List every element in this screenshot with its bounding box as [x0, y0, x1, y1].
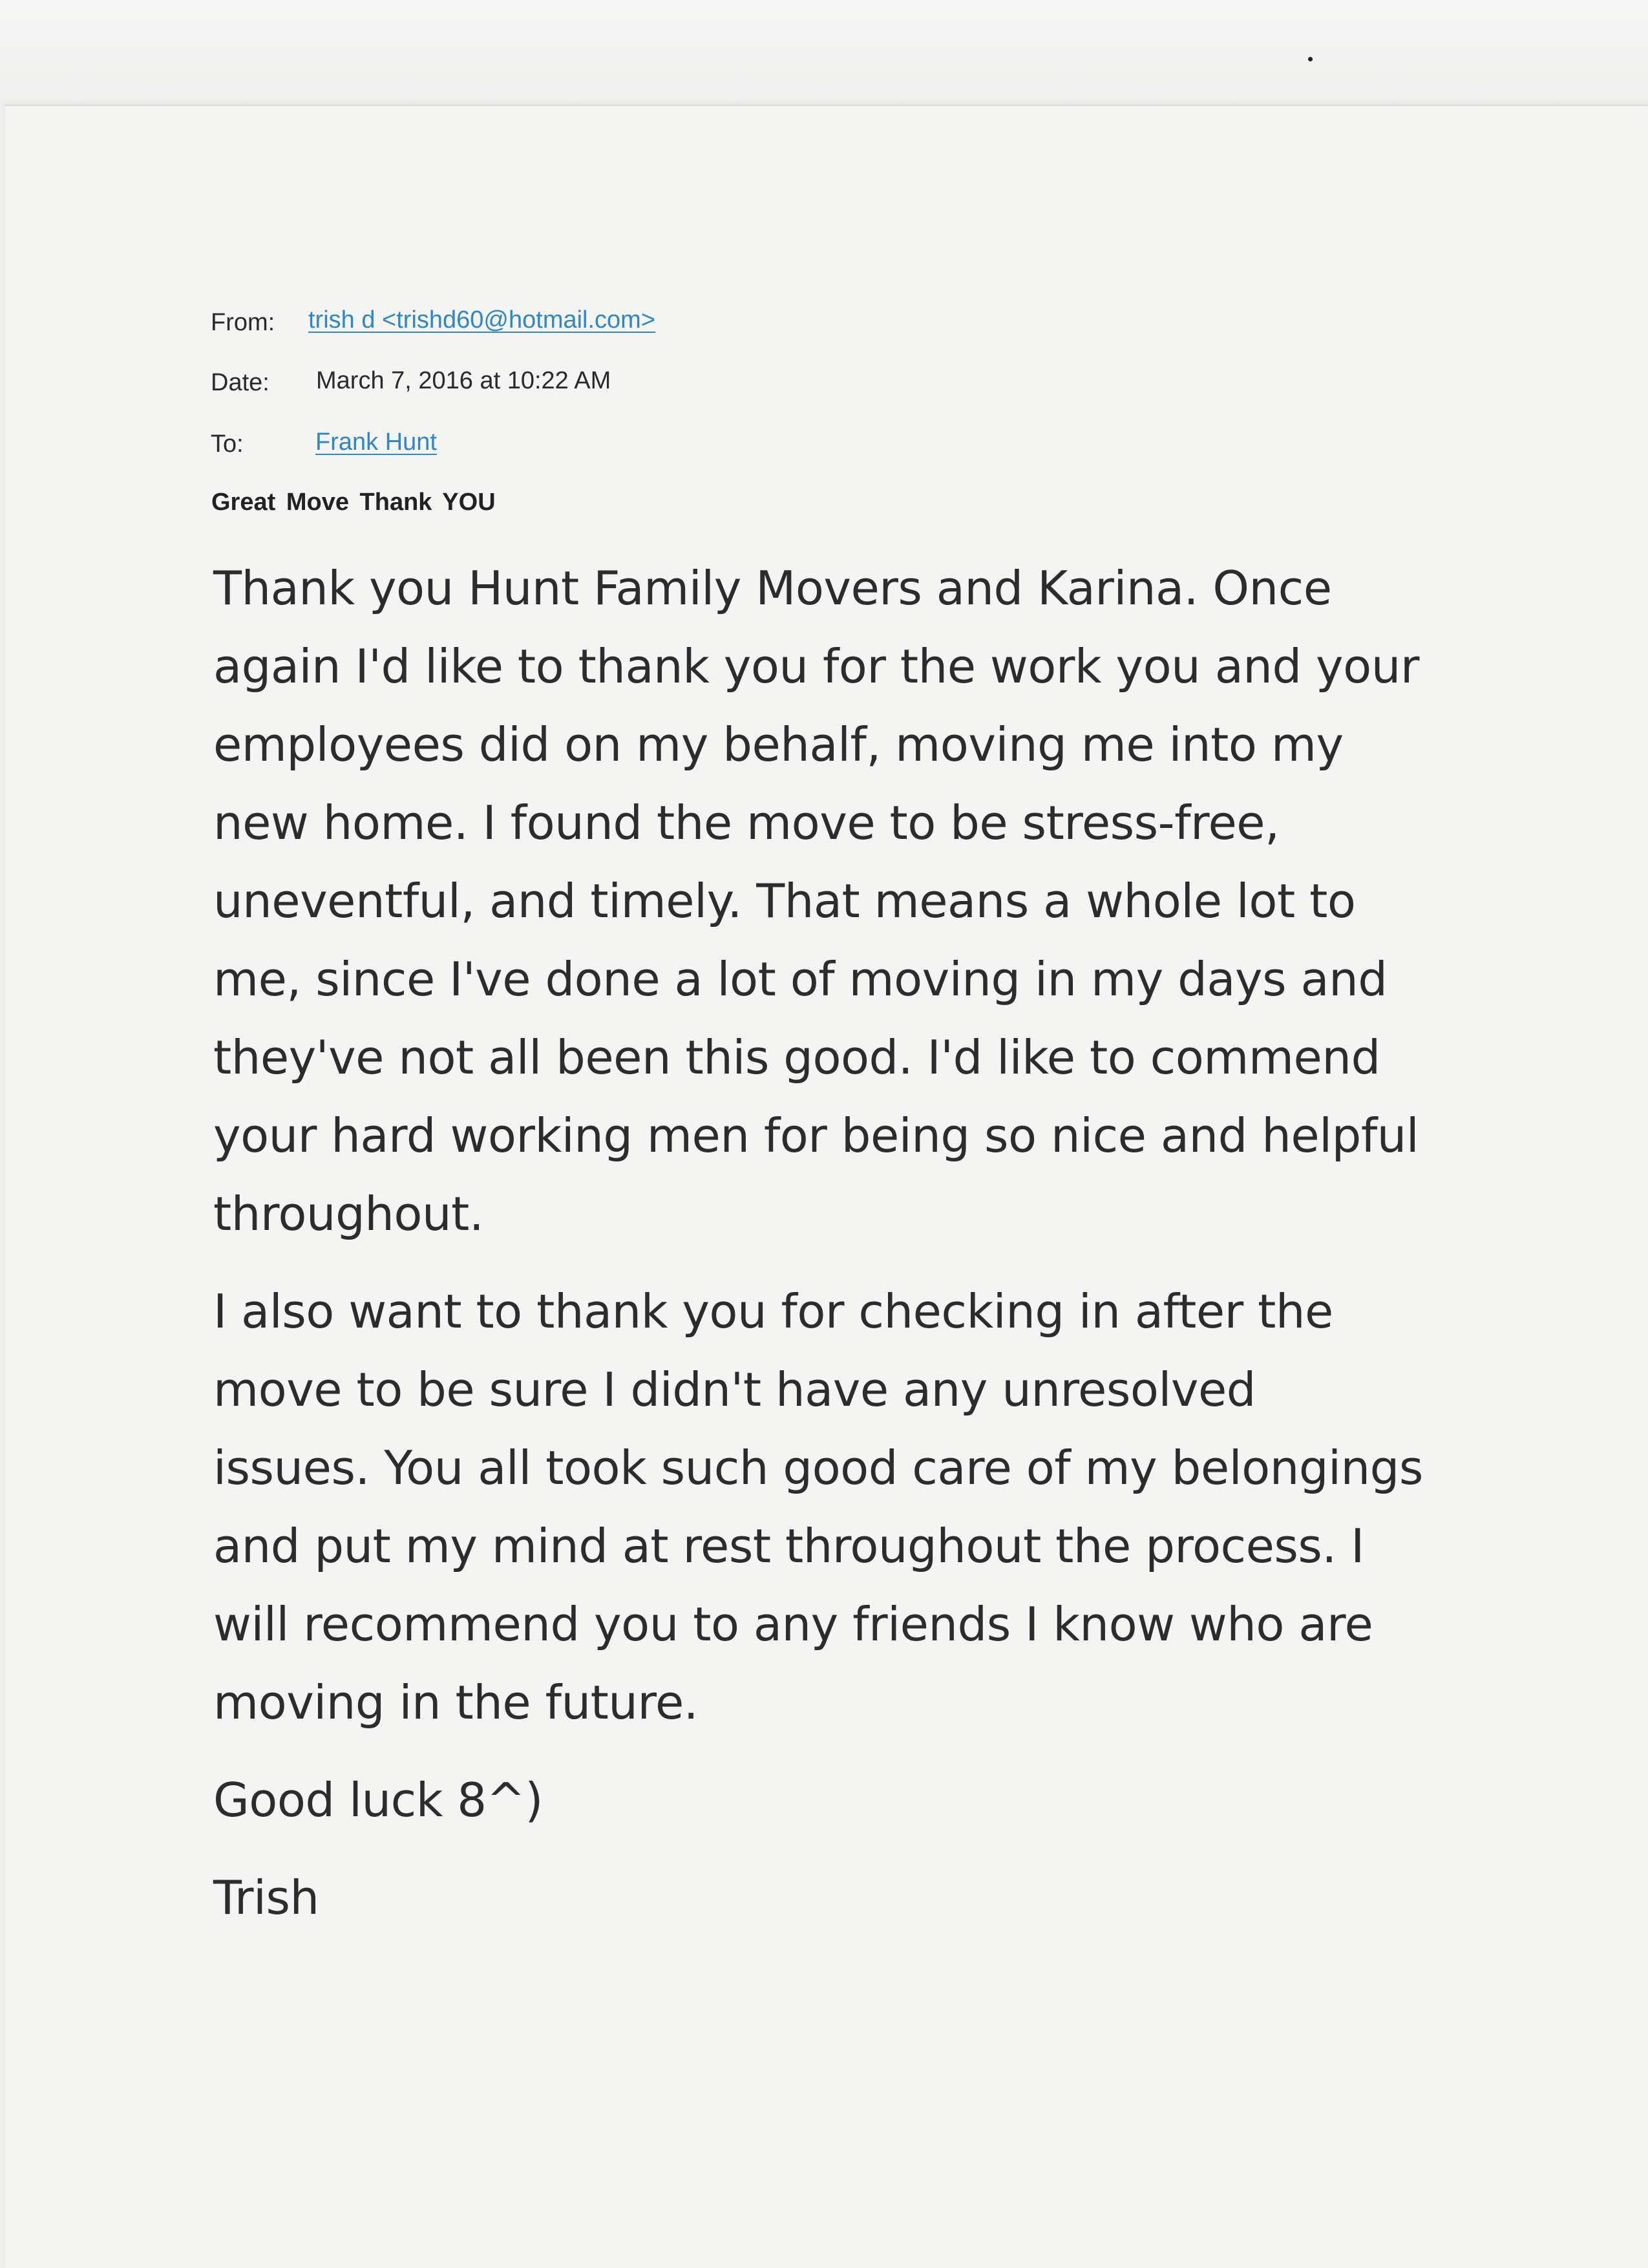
- scan-speck: [1308, 57, 1313, 61]
- email-subject: Great Move Thank YOU: [211, 489, 496, 516]
- to-label: To:: [211, 430, 244, 458]
- signature: Trish: [213, 1871, 319, 1925]
- date-label: Date:: [211, 369, 269, 396]
- from-label: From:: [211, 309, 275, 336]
- closing-line: Good luck 8^): [213, 1773, 544, 1827]
- body-paragraph-1: Thank you Hunt Family Movers and Karina. Once again I'd like to thank you for the work you and your employees did on my behalf, moving me into my new home. I found the move to be stress-free, uneventful, and timely. That means a whole lot to me, since I've done a lot of moving in my days and they've not all been this good. I'd like to commend your hard working men for being so nice and helpful throughout.: [213, 561, 1419, 1241]
- date-value: March 7, 2016 at 10:22 AM: [316, 367, 611, 394]
- email-body: [213, 549, 1506, 1956]
- scan-top-margin: [0, 0, 1648, 105]
- to-link[interactable]: Frank Hunt: [315, 429, 437, 456]
- body-paragraph-2: I also want to thank you for checking in after the move to be sure I didn't have any unresolved issues. You all took such good care of my belongings and put my mind at rest throughout the process. I will recommend you to any friends I know who are moving in the future.: [213, 1284, 1423, 1730]
- from-link[interactable]: trish d <trishd60@hotmail.com>: [308, 306, 656, 334]
